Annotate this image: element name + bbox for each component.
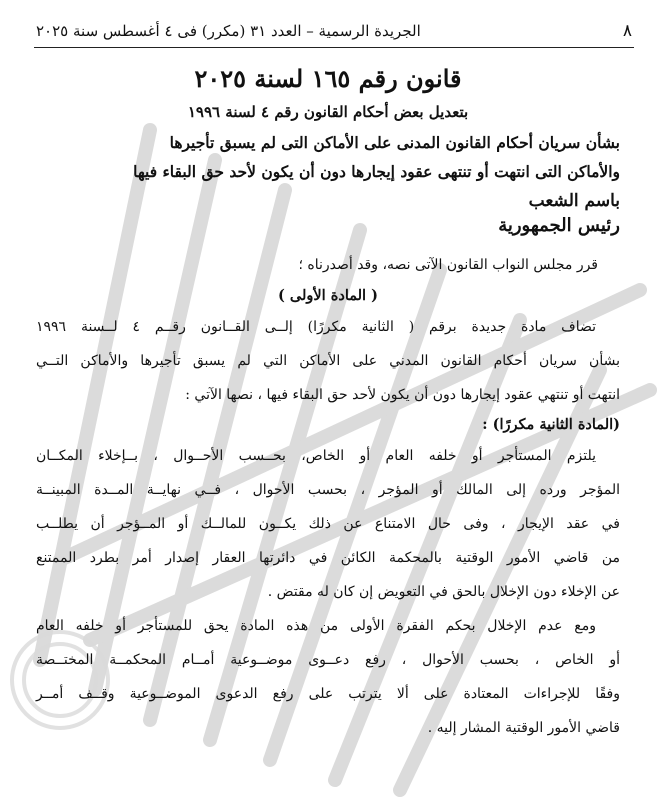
- article-2-para-1-line: في عقد الإيجار ، وفى حال الامتناع عن ذلك يكــون للمالــك أو المــؤجر أن يطلــب: [36, 516, 620, 532]
- article-1-line: انتهت أو تنتهي عقود إيجارها دون أن يكون لأحد حق البقاء فيها ، نصها الآتي :: [185, 387, 620, 403]
- preamble: قرر مجلس النواب القانون الآتى نصه، وقد أصدرناه ؛: [298, 257, 598, 273]
- law-about-line-2: والأماكن التى انتهت أو تنتهى عقود إيجارها دون أن يكون لأحد حق البقاء فيها: [133, 162, 620, 181]
- page-number: ٨: [622, 21, 632, 41]
- in-the-name-of-the-people: باسم الشعب: [528, 191, 620, 211]
- running-header: [36, 18, 632, 44]
- article-2-title: (المادة الثانية مكررًا) :: [482, 416, 620, 433]
- law-title: قانون رقم ١٦٥ لسنة ٢٠٢٥: [194, 64, 462, 93]
- header-rule: [34, 47, 634, 48]
- document-body: [36, 60, 620, 745]
- running-title: الجريدة الرسمية – العدد ٣١ (مكرر) فى ٤ أغسطس سنة ٢٠٢٥: [36, 22, 421, 40]
- article-2-para-2-line: ومع عدم الإخلال بحكم الفقرة الأولى من هذه المادة يحق للمستأجر أو خلفه العام: [36, 618, 596, 634]
- article-1-line: تضاف مادة جديدة برقم ( الثانية مكررًا) إلــى القــانون رقــم ٤ لــسنة ١٩٩٦: [36, 319, 596, 335]
- law-about-line-1: بشأن سريان أحكام القانون المدنى على الأماكن التى لم يسبق تأجيرها: [169, 133, 620, 152]
- article-2-para-1-line: المؤجر ورده إلى المالك أو المؤجر ، بحسب الأحوال ، فــي نهايــة المــدة المبينــة: [36, 482, 620, 498]
- article-1-line: بشأن سريان أحكام القانون المدني على الأماكن التي لم يسبق تأجيرها والأماكن التــي: [36, 353, 620, 369]
- article-2-para-1-line: من قاضي الأمور الوقتية بالمحكمة الكائن في دائرتها العقار إصدار أمر بطرد الممتنع: [36, 550, 620, 566]
- article-2-para-1-line: يلتزم المستأجر أو خلفه العام أو الخاص، بحــسب الأحــوال ، بــإخلاء المكــان: [36, 448, 596, 464]
- law-subtitle: بتعديل بعض أحكام القانون رقم ٤ لسنة ١٩٩٦: [187, 103, 469, 121]
- article-2-para-2-line: قاضي الأمور الوقتية المشار إليه .: [427, 720, 620, 736]
- article-1-title: ( المادة الأولى ): [278, 287, 378, 304]
- article-2-para-2-line: أو الخاص ، بحسب الأحوال ، رفع دعــوى موضــوعية أمــام المحكمــة المختــصة: [36, 652, 620, 668]
- article-2-para-1-line: عن الإخلاء دون الإخلال بالحق في التعويض إن كان له مقتض .: [267, 584, 620, 600]
- article-2-para-2-line: وفقًا للإجراءات المعتادة على ألا يترتب على رفع الدعوى الموضــوعية وقــف أمــر: [36, 686, 620, 702]
- president-heading: رئيس الجمهورية: [498, 215, 620, 236]
